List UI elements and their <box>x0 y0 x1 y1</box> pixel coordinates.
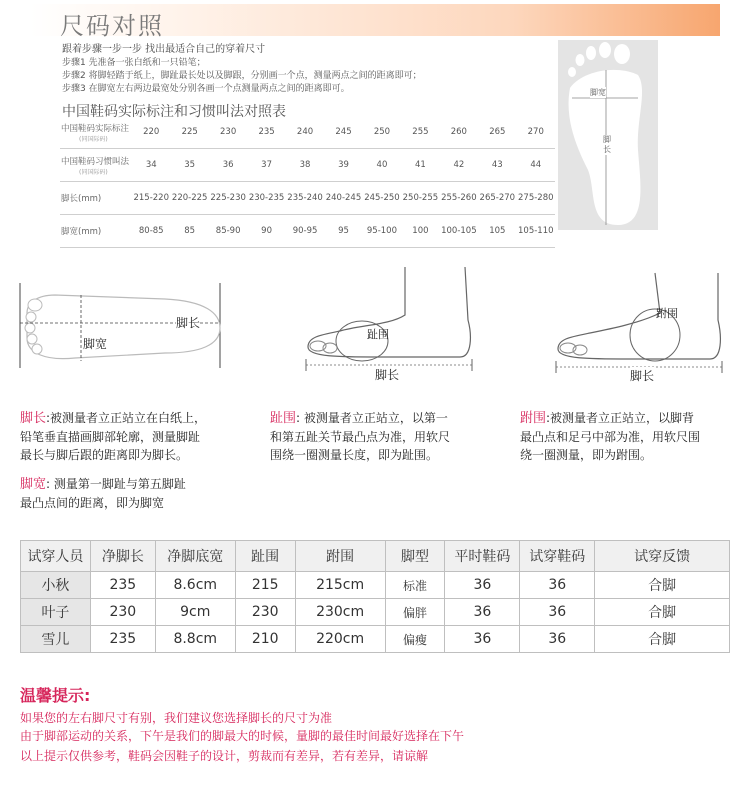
tester-table-cell: 36 <box>445 572 520 599</box>
size-chart-cell: 215-220 <box>133 193 169 203</box>
tip-line-3: 以上提示仅供参考，鞋码会因鞋子的设计，剪裁而有差异，若有差异，请谅解 <box>20 749 429 763</box>
tester-table-cell: 36 <box>520 626 595 653</box>
tester-table-header: 净脚长 <box>90 541 155 572</box>
size-chart-cell: 95-100 <box>366 226 397 236</box>
size-chart-cell: 41 <box>414 160 426 170</box>
tester-table <box>20 540 730 653</box>
tester-table-cell: 215 <box>235 572 295 599</box>
size-chart-row <box>60 182 555 215</box>
size-chart-cell: 235 <box>258 127 275 137</box>
tester-table-row <box>21 626 730 653</box>
tester-table-cell: 标准 <box>385 572 445 599</box>
size-chart-cell: 230 <box>220 127 237 137</box>
size-chart-cell: 240-245 <box>325 193 362 203</box>
size-chart-cell: 250 <box>373 127 391 137</box>
tester-table-cell: 36 <box>520 572 595 599</box>
size-chart-cell: 90-95 <box>292 226 318 236</box>
size-chart-cell: 220 <box>143 127 160 137</box>
size-chart-row-label: 中国鞋码实际标注 (同国际码) <box>61 123 130 143</box>
size-chart-cell: 255 <box>412 127 429 137</box>
size-chart-row-label: 脚宽(mm) <box>61 227 102 237</box>
tester-table-header: 脚型 <box>385 541 445 572</box>
tester-table-header: 净脚底宽 <box>155 541 235 572</box>
size-chart-cell: 38 <box>299 160 311 170</box>
tester-table-cell: 合脚 <box>595 626 730 653</box>
size-chart-cell: 240 <box>296 127 314 137</box>
tester-table-header: 试穿反馈 <box>595 541 730 572</box>
length-term: 脚长 <box>20 411 47 426</box>
size-chart-row <box>60 116 555 149</box>
foot-panel-width-label: 脚宽 <box>590 88 606 97</box>
instep-term: 跗围 <box>520 411 547 426</box>
tester-table-cell: 230 <box>90 599 155 626</box>
size-chart-cell: 90 <box>261 226 272 236</box>
size-chart-cell: 80-85 <box>138 226 164 236</box>
foot-panel-length-label: 脚长 <box>603 135 611 154</box>
girth-diagram-length-label: 脚长 <box>375 368 400 382</box>
size-chart-cell: 44 <box>530 160 542 170</box>
size-chart-row-label: 中国鞋码习惯叫法 (同国际码) <box>61 156 130 176</box>
intro-step-1: 步骤1 先准备一张白纸和一只铅笔； <box>62 58 206 68</box>
tester-table-header: 试穿鞋码 <box>520 541 595 572</box>
tip-line-2: 由于脚部运动的关系，下午是我们的脚最大的时候，量脚的最佳时间最好选择在下午 <box>20 729 465 743</box>
instep-label: 跗围 <box>656 307 678 320</box>
tester-table-header: 跗围 <box>295 541 385 572</box>
girth-term: 趾围 <box>270 411 297 426</box>
size-chart-row <box>60 149 555 182</box>
tester-table-cell: 9cm <box>155 599 235 626</box>
width-description: 脚宽: 测量第一脚趾与第五脚趾 最凸点间的距离，即为脚宽 <box>20 477 186 510</box>
size-chart-cell: 250-255 <box>402 193 439 203</box>
size-chart-table <box>60 116 555 248</box>
size-chart-cell: 105 <box>489 226 506 236</box>
tip-line-1: 如果您的左右脚尺寸有别，我们建议您选择脚长的尺寸为准 <box>20 711 333 725</box>
tester-name: 雪儿 <box>21 626 91 653</box>
size-chart-cell: 34 <box>145 160 157 170</box>
foot-girth-diagram <box>300 265 480 380</box>
size-chart-cell: 265 <box>489 127 506 137</box>
tester-table-cell: 36 <box>445 599 520 626</box>
tester-table-cell: 36 <box>445 626 520 653</box>
size-chart-cell: 100 <box>412 226 429 236</box>
top-view-width-label: 脚宽 <box>83 337 108 351</box>
size-chart-cell: 36 <box>222 160 234 170</box>
tester-table-cell: 偏瘦 <box>385 626 445 653</box>
tester-table-cell: 8.6cm <box>155 572 235 599</box>
tester-table-cell: 合脚 <box>595 572 730 599</box>
girth-description: 趾围: 被测量者立正站立，以第一 和第五趾关节最凸点为准，用软尺 围绕一圈测量长度，即为趾围。 <box>270 411 451 462</box>
size-chart-cell: 43 <box>491 160 503 170</box>
size-chart-cell: 260 <box>450 127 467 137</box>
tester-table-cell: 8.8cm <box>155 626 235 653</box>
tester-table-cell: 235 <box>90 626 155 653</box>
tester-table-header: 试穿人员 <box>21 541 91 572</box>
size-chart-cell: 275-280 <box>518 193 554 203</box>
size-chart-heading: 中国鞋码实际标注和习惯叫法对照表 <box>62 104 286 120</box>
size-chart-cell: 42 <box>453 160 465 170</box>
tester-table-cell: 合脚 <box>595 599 730 626</box>
page-title: 尺码对照 <box>60 12 164 40</box>
width-term: 脚宽 <box>20 477 47 492</box>
tester-table-row <box>21 572 730 599</box>
size-chart-cell: 235-240 <box>287 193 323 203</box>
size-chart-cell: 225-230 <box>210 193 246 203</box>
tester-name: 小秋 <box>21 572 91 599</box>
size-chart-cell: 85 <box>184 226 196 236</box>
tester-table-cell: 230cm <box>295 599 385 626</box>
foot-instep-diagram <box>550 265 730 380</box>
tester-table-cell: 235 <box>90 572 155 599</box>
size-chart-cell: 35 <box>184 160 196 170</box>
size-chart-cell: 245 <box>335 127 352 137</box>
tester-table-cell: 215cm <box>295 572 385 599</box>
size-chart-cell: 95 <box>338 226 349 236</box>
tester-name: 叶子 <box>21 599 91 626</box>
size-chart-cell: 40 <box>376 160 388 170</box>
size-chart-cell: 230-235 <box>248 193 285 203</box>
size-chart-cell: 220-225 <box>171 193 208 203</box>
girth-label: 趾围 <box>367 328 389 341</box>
size-chart-row-label: 脚长(mm) <box>61 194 102 204</box>
instep-diagram-length-label: 脚长 <box>630 369 655 383</box>
size-chart-cell: 245-250 <box>364 193 400 203</box>
length-description: 脚长:被测量者立正站立在白纸上， 铅笔垂直描画脚部轮廓，测量脚趾 最长与脚后跟的距离即为脚长。 <box>20 411 207 462</box>
size-chart-cell: 225 <box>181 127 198 137</box>
tester-table-cell: 230 <box>235 599 295 626</box>
size-chart-cell: 255-260 <box>441 193 477 203</box>
intro-main-text: 跟着步骤一步一步 找出最适合自己的穿着尺寸 <box>62 44 266 55</box>
top-view-length-label: 脚长 <box>176 316 201 330</box>
intro-step-3: 步骤3 在脚宽左右两边最宽处分别各画一个点测量两点之间的距离即可。 <box>62 84 350 94</box>
intro-step-2: 步骤2 将脚轻踏于纸上，脚趾最长处以及脚跟，分别画一个点，测量两点之间的距离即可； <box>62 71 422 81</box>
size-chart-cell: 100-105 <box>441 226 477 236</box>
size-chart-cell: 85-90 <box>215 226 241 236</box>
tester-table-cell: 210 <box>235 626 295 653</box>
size-chart-cell: 105-110 <box>518 226 554 236</box>
size-chart-cell: 265-270 <box>479 193 516 203</box>
tester-table-cell: 36 <box>520 599 595 626</box>
tester-table-cell: 220cm <box>295 626 385 653</box>
size-chart-row <box>60 215 555 248</box>
tester-table-header: 平时鞋码 <box>445 541 520 572</box>
tips-title: 温馨提示: <box>20 686 91 705</box>
instep-description: 跗围:被测量者立正站立，以脚背 最凸点和足弓中部为准，用软尺围 绕一圈测量，即为跗围。 <box>520 411 701 462</box>
size-chart-cell: 37 <box>261 160 272 170</box>
size-chart-cell: 270 <box>527 127 544 137</box>
tester-table-row <box>21 599 730 626</box>
tester-table-header: 趾围 <box>235 541 295 572</box>
size-chart-cell: 39 <box>338 160 349 170</box>
tester-table-cell: 偏胖 <box>385 599 445 626</box>
